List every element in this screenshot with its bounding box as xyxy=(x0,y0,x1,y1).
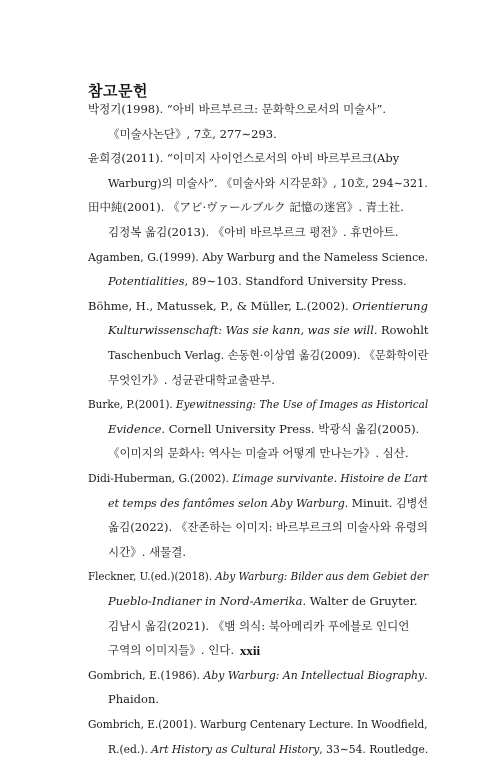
reference-continuation-line xyxy=(108,125,277,143)
reference-text: Didi-Huberman, G.(2002). xyxy=(88,471,233,485)
italic-title-text: Evidence xyxy=(108,421,162,436)
reference-continuation-line xyxy=(108,518,428,536)
reference-text: 윤희경(2011). “이미지 사이언스로서의 아비 바르부르크(Aby xyxy=(88,151,400,166)
reference-continuation-line xyxy=(108,494,428,512)
reference-text: . Cornell University Press. 박광식 옮김(2005). xyxy=(161,421,420,436)
reference-text: 무엇인가》. 성균관대학교출판부. xyxy=(108,372,275,387)
italic-title-text: Eyewitnessing: The Use of Images as Historical xyxy=(176,397,429,412)
reference-text: 시간》. 새물결. xyxy=(108,544,187,559)
reference-text: R.(ed.). xyxy=(108,741,152,756)
italic-title-text: Potentialities xyxy=(108,274,185,289)
italic-title-text: Kulturwissenschaft: Was sie kann, was sie will. xyxy=(108,323,378,338)
italic-title-text: L’image survivante. Histoire de L’art xyxy=(232,471,428,485)
reference-text: , 33∼54. Routledge. xyxy=(319,741,429,756)
reference-text: Gombrich, E.(2001). Warburg Centenary Lecture. In Woodfield, xyxy=(88,717,428,731)
reference-continuation-line xyxy=(108,223,398,241)
reference-first-line xyxy=(88,666,428,684)
reference-continuation-line xyxy=(108,690,159,708)
reference-continuation-line xyxy=(108,740,428,758)
reference-text: 박정기(1998). “아비 바르부르크: 문화학으로서의 미술사”. xyxy=(88,102,386,116)
reference-text: Warburg)의 미술사”. 《미술사와 시각문화》, 10호, 294∼321. xyxy=(108,175,428,190)
reference-text: . Walter de Gruyter. xyxy=(302,594,418,608)
reference-first-line xyxy=(88,248,428,266)
reference-text: Gombrich, E.(1986). xyxy=(88,667,204,682)
reference-continuation-line xyxy=(108,321,428,339)
italic-title-text: Aby Warburg: An Intellectual Biography xyxy=(203,667,425,682)
reference-text: . Minuit. 김병선 xyxy=(344,495,428,510)
reference-text: Burke, P.(2001). xyxy=(88,397,177,412)
reference-continuation-line xyxy=(108,272,407,290)
reference-continuation-line xyxy=(108,543,186,561)
reference-text: Fleckner, U.(ed.)(2018). xyxy=(88,569,216,584)
reference-first-line xyxy=(88,149,399,167)
page-number: xxii xyxy=(239,643,261,658)
reference-text: 옮김(2022). 《잔존하는 이미지: 바르부르크의 미술사와 유령의 xyxy=(108,520,428,535)
italic-title-text: Pueblo-Indianer in Nord-Amerika xyxy=(108,594,303,608)
reference-text: Taschenbuch Verlag. 손동현·이상엽 옮김(2009). 《문화학이란 xyxy=(108,348,429,362)
reference-continuation-line xyxy=(108,174,428,192)
reference-first-line xyxy=(88,297,428,315)
italic-title-text: Orientierung xyxy=(352,298,428,313)
reference-first-line xyxy=(88,100,386,118)
reference-continuation-line xyxy=(108,371,275,389)
italic-title-text: Aby Warburg: Bilder aus dem Gebiet der xyxy=(215,569,429,584)
reference-continuation-line xyxy=(108,420,419,438)
reference-text: 김남시 옮김(2021). 《뱀 의식: 북아메리카 푸에블로 인디언 xyxy=(108,618,410,633)
reference-first-line xyxy=(88,198,404,216)
reference-first-line xyxy=(88,395,428,413)
reference-first-line xyxy=(88,469,428,487)
reference-continuation-line xyxy=(108,444,409,462)
reference-text: 田中純(2001). 《アビ·ヴァールブルク 記憶の迷宮》. 青土社. xyxy=(88,200,404,215)
section-heading: 참고문헌 xyxy=(88,82,148,100)
reference-text: Phaidon. xyxy=(108,692,160,707)
reference-text: , 89∼103. Standford University Press. xyxy=(184,274,407,289)
reference-text: Rowohlt xyxy=(377,323,429,338)
reference-text: Agamben, G.(1999). Aby Warburg and the Nameless Science. xyxy=(88,249,429,264)
reference-first-line xyxy=(88,567,428,585)
reference-text: Böhme, H., Matussek, P., & Müller, L.(2002). xyxy=(88,298,353,313)
reference-text: 구역의 이미지들》. 인다. xyxy=(108,643,235,658)
reference-text: 《이미지의 문화사: 역사는 미술과 어떻게 만나는가》. 심산. xyxy=(108,446,409,461)
reference-continuation-line xyxy=(108,346,428,364)
reference-text: 김정복 옮김(2013). 《아비 바르부르크 평전》. 휴먼아트. xyxy=(108,225,399,239)
italic-title-text: et temps des fantômes selon Aby Warburg xyxy=(108,495,345,510)
italic-title-text: Art History as Cultural History xyxy=(151,741,320,756)
reference-text: 《미술사논단》, 7호, 277∼293. xyxy=(108,126,277,141)
reference-text: . xyxy=(424,667,428,682)
reference-continuation-line xyxy=(108,592,417,610)
reference-continuation-line xyxy=(108,617,409,635)
reference-first-line xyxy=(88,715,428,733)
